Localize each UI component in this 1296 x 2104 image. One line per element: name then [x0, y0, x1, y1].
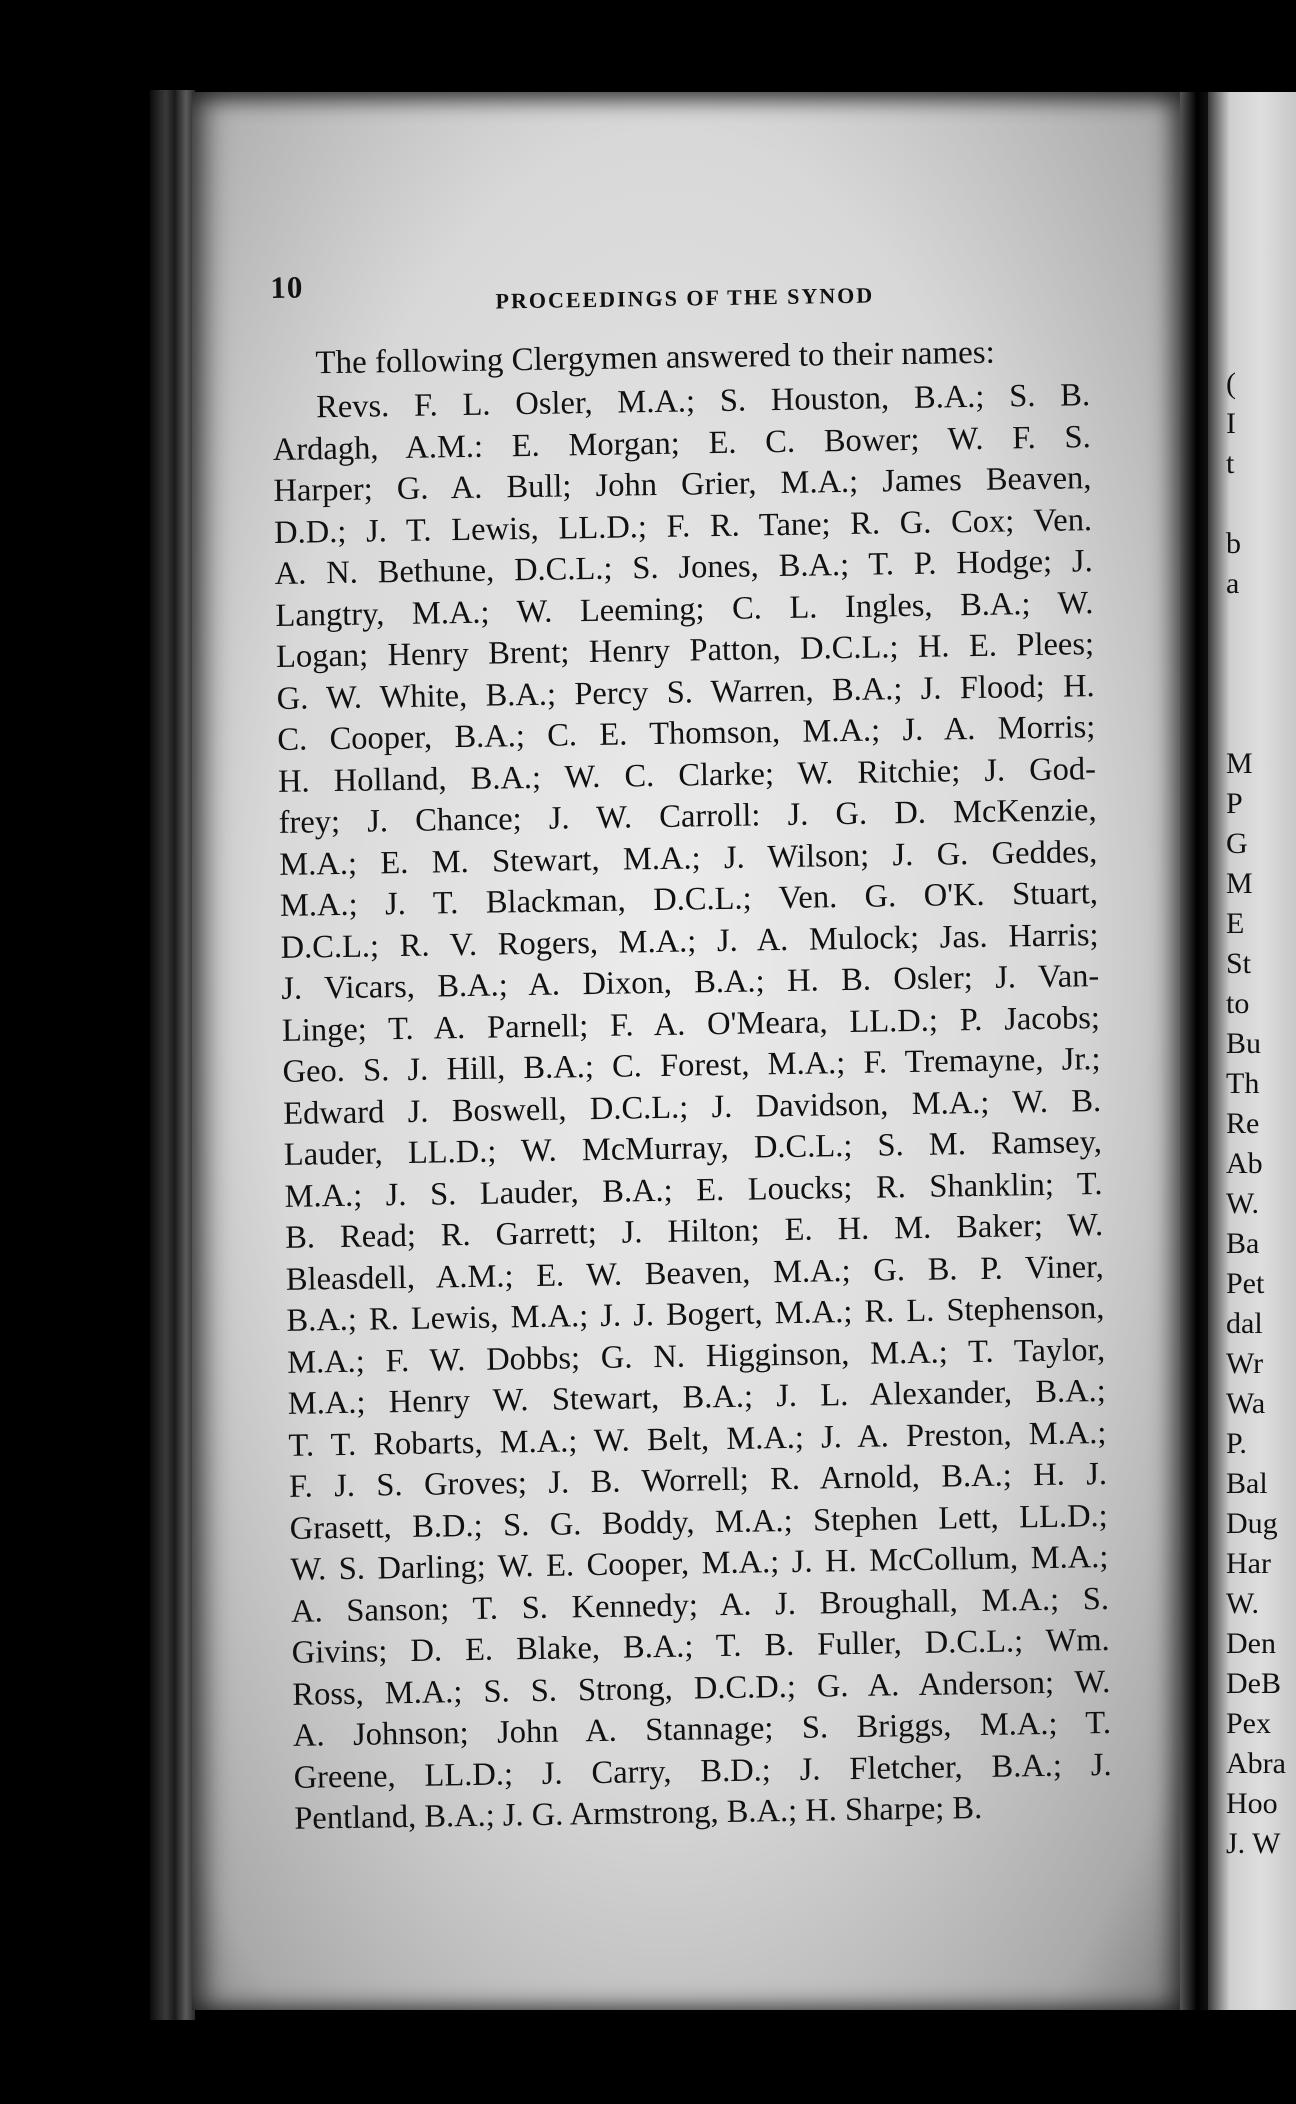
- text-line: G. W. White, B.A.; Percy S. Warren, B.A.; J. Flood; H.: [276, 667, 1095, 717]
- facing-page-fragment: a: [1226, 567, 1240, 600]
- facing-page-fragment: Th: [1226, 1067, 1260, 1100]
- text-line: H. Holland, B.A.; W. C. Clarke; W. Ritchie; J. God-: [277, 750, 1097, 800]
- text-line: Lauder, LL.D.; W. McMurray, D.C.L.; S. M. Ramsey,: [283, 1124, 1103, 1173]
- text-line: M.A.; E. M. Stewart, M.A.; J. Wilson; J. G. Geddes,: [279, 833, 1098, 883]
- text-line: frey; J. Chance; J. W. Carroll: J. G. D. McKenzie,: [278, 792, 1097, 841]
- text-line: Harper; G. A. Bull; John Grier, M.A.; James Beaven,: [273, 460, 1092, 509]
- facing-page-fragment: St: [1226, 947, 1252, 980]
- text-line: Ross, M.A.; S. S. Strong, D.C.D.; G. A. Anderson; W.: [292, 1663, 1111, 1713]
- facing-page-fragment: M: [1226, 867, 1253, 900]
- facing-page-fragment: Den: [1226, 1627, 1276, 1660]
- book-spine: [150, 90, 195, 2020]
- text-line: W. S. Darling; W. E. Cooper, M.A.; J. H. McCollum, M.A.;: [290, 1538, 1109, 1588]
- page-gutter: [1180, 92, 1208, 2010]
- text-line: Linge; T. A. Parnell; F. A. O'Meara, LL.D.; P. Jacobs;: [281, 999, 1101, 1049]
- facing-page-fragment: M: [1226, 747, 1253, 780]
- clergy-list: [272, 375, 1113, 1840]
- text-line: Langtry, M.A.; W. Leeming; C. L. Ingles, B.A.; W.: [275, 584, 1094, 634]
- facing-page-fragment: t: [1226, 447, 1235, 480]
- facing-page-fragment: Hoo: [1226, 1787, 1278, 1820]
- text-line: M.A.; F. W. Dobbs; G. N. Higginson, M.A.; T. Taylor,: [286, 1331, 1106, 1381]
- text-line: D.D.; J. T. Lewis, LL.D.; F. R. Tane; R. G. Cox; Ven.: [273, 501, 1093, 551]
- facing-page-fragment: Dug: [1226, 1507, 1278, 1540]
- facing-page-fragment: I: [1226, 407, 1236, 440]
- text-line: A. Johnson; John A. Stannage; S. Briggs, M.A.; T.: [292, 1704, 1112, 1754]
- text-line: J. Vicars, B.A.; A. Dixon, B.A.; H. B. Osler; J. Van-: [281, 958, 1100, 1007]
- facing-page-fragment: Abra: [1226, 1747, 1286, 1780]
- facing-page-fragment: Wr: [1226, 1347, 1264, 1380]
- facing-page-fragment: Har: [1226, 1547, 1271, 1580]
- page-number: 10: [270, 269, 304, 305]
- text-line: A. N. Bethune, D.C.L.; S. Jones, B.A.; T. P. Hodge; J.: [274, 543, 1093, 592]
- text-line: T. T. Robarts, M.A.; W. Belt, M.A.; J. A. Preston, M.A.;: [288, 1414, 1107, 1464]
- facing-page-fragment: Re: [1226, 1107, 1260, 1140]
- text-line: Bleasdell, A.M.; E. W. Beaven, M.A.; G. B. P. Viner,: [285, 1248, 1105, 1298]
- facing-page-fragment: Bal: [1226, 1467, 1268, 1500]
- text-line: C. Cooper, B.A.; C. E. Thomson, M.A.; J. A. Morris;: [277, 709, 1096, 758]
- text-line: A. Sanson; T. S. Kennedy; A. J. Broughall, M.A.; S.: [290, 1580, 1110, 1630]
- text-line: M.A.; Henry W. Stewart, B.A.; J. L. Alexander, B.A.;: [287, 1373, 1106, 1422]
- text-line: D.C.L.; R. V. Rogers, M.A.; J. A. Mulock; Jas. Harris;: [280, 916, 1099, 966]
- facing-page-fragment: Ba: [1226, 1227, 1260, 1260]
- text-line: Logan; Henry Brent; Henry Patton, D.C.L.; H. E. Plees;: [275, 626, 1095, 675]
- text-line: Greene, LL.D.; J. Carry, B.D.; J. Fletcher, B.A.; J.: [293, 1746, 1112, 1796]
- facing-page-fragment: W.: [1226, 1187, 1260, 1220]
- facing-page-fragment: Wa: [1226, 1387, 1266, 1420]
- text-line: Geo. S. J. Hill, B.A.; C. Forest, M.A.; F. Tremayne, Jr.;: [282, 1041, 1101, 1090]
- facing-page-fragment: P: [1226, 787, 1243, 820]
- text-line: M.A.; J. T. Blackman, D.C.L.; Ven. G. O'K. Stuart,: [279, 875, 1099, 924]
- text-line: Revs. F. L. Osler, M.A.; S. Houston, B.A.; S. B.: [315, 377, 1091, 426]
- facing-page-fragment: P.: [1226, 1427, 1247, 1460]
- text-line: Pentland, B.A.; J. G. Armstrong, B.A.; H. Sharpe; B.: [294, 1790, 983, 1837]
- text-line: B.A.; R. Lewis, M.A.; J. J. Bogert, M.A.; R. L. Stephenson,: [286, 1290, 1105, 1339]
- facing-page-fragment: Pet: [1226, 1267, 1265, 1300]
- facing-page-fragment: DeB: [1226, 1667, 1281, 1700]
- facing-page-fragment: G: [1226, 827, 1248, 860]
- text-line: Edward J. Boswell, D.C.L.; J. Davidson, M.A.; W. B.: [282, 1082, 1102, 1132]
- text-line: Grasett, B.D.; S. G. Boddy, M.A.; Stephen Lett, LL.D.;: [289, 1497, 1108, 1547]
- text-line: Ardagh, A.M.: E. Morgan; E. C. Bower; W. F. S.: [272, 418, 1092, 468]
- facing-page-fragment: Ab: [1226, 1147, 1263, 1180]
- text-line: F. J. S. Groves; J. B. Worrell; R. Arnold, B.A.; H. J.: [288, 1456, 1108, 1505]
- facing-page-fragment: Pex: [1226, 1707, 1271, 1740]
- facing-page-fragment: (: [1226, 367, 1236, 400]
- facing-page-fragment: b: [1226, 527, 1241, 560]
- facing-page-fragment: W.: [1226, 1587, 1260, 1620]
- facing-page-fragment: Bu: [1226, 1027, 1262, 1060]
- facing-page-fragment: dal: [1226, 1307, 1263, 1340]
- running-head: PROCEEDINGS OF THE SYNOD: [495, 282, 875, 314]
- facing-page-edge: [1208, 92, 1296, 2010]
- facing-page-fragment: to: [1226, 987, 1250, 1020]
- intro-line: The following Clergymen answered to their names:: [315, 334, 996, 382]
- text-line: M.A.; J. S. Lauder, B.A.; E. Loucks; R. Shanklin; T.: [284, 1165, 1103, 1215]
- text-line: Givins; D. E. Blake, B.A.; T. B. Fuller, D.C.L.; Wm.: [291, 1621, 1110, 1671]
- facing-page-fragment: E: [1226, 907, 1245, 940]
- text-line: B. Read; R. Garrett; J. Hilton; E. H. M. Baker; W.: [284, 1207, 1104, 1256]
- facing-page-fragment: J. W: [1226, 1827, 1281, 1860]
